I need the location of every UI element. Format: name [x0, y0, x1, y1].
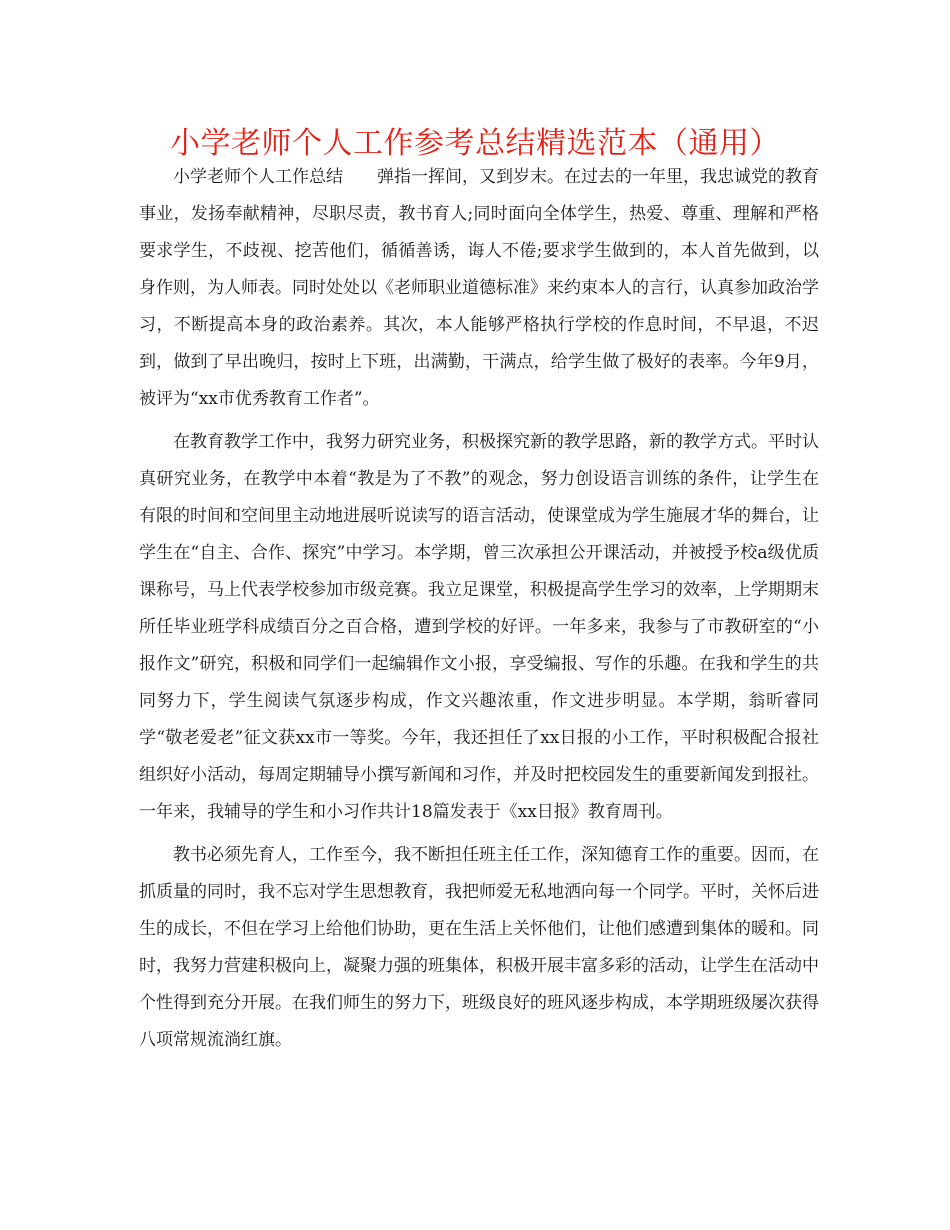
paragraph-2: 在教育教学工作中，我努力研究业务，积极探究新的教学思路，新的教学方式。平时认真研究业务，在教学中本着“教是为了不教”的观念，努力创设语言训练的条件，让学生在有限的时间和空间里主动地进展听说读写的语言活动，使课堂成为学生施展才华的舞台，让学生在“自主、合作、探究”中学习。本学期，曾三次承担公开课活动，并被授予校a级优质课称号，马上代表学校参加市级竞赛。我立足课堂，积极提高学生学习的效率，上学期期末所任毕业班学科成绩百分之百合格，遭到学校的好评。一年多来，我参与了市教研室的“小报作文”研究，积极和同学们一起编辑作文小报，享受编报、写作的乐趣。在我和学生的共同努力下，学生阅读气氛逐步构成，作文兴趣浓重，作文进步明显。本学期，翁昕睿同学“敬老爱老”征文获xx市一等奖。今年，我还担任了xx日报的小工作，平时积极配合报社组织好小活动，每周定期辅导小撰写新闻和习作，并及时把校园发生的重要新闻发到报社。一年来，我辅导的学生和小习作共计18篇发表于《xx日报》教育周刊。 — [139, 432, 819, 822]
paragraph-3: 教书必须先育人，工作至今，我不断担任班主任工作，深知德育工作的重要。因而，在抓质量的同时，我不忘对学生思想教育，我把师爱无私地洒向每一个同学。平时，关怀后进生的成长，不但在学习上给他们协助，更在生活上关怀他们，让他们感遭到集体的暖和。同时，我努力营建积极向上，凝聚力强的班集体，积极开展丰富多彩的活动，让学生在活动中个性得到充分开展。在我们师生的努力下，班级良好的班风逐步构成，本学期班级屡次获得八项常规流淌红旗。 — [139, 845, 819, 1050]
document-title: 小学老师个人工作参考总结精选范本（通用） — [170, 126, 780, 161]
paragraph-1: 小学老师个人工作总结 弹指一挥间，又到岁末。在过去的一年里，我忠诚党的教育事业，发扬奉献精神，尽职尽责，教书育人;同时面向全体学生，热爱、尊重、理解和严格要求学生，不歧视、挖苦他们，循循善诱，诲人不倦;要求学生做到的，本人首先做到，以身作则，为人师表。同时处处以《老师职业道德标准》来约束本人的言行，认真参加政治学习，不断提高本身的政治素养。其次，本人能够严格执行学校的作息时间，不早退，不迟到，做到了早出晚归，按时上下班，出满勤，干满点，给学生做了极好的表率。今年9月，被评为“xx市优秀教育工作者”。 — [139, 167, 819, 409]
document-body — [139, 159, 819, 1059]
